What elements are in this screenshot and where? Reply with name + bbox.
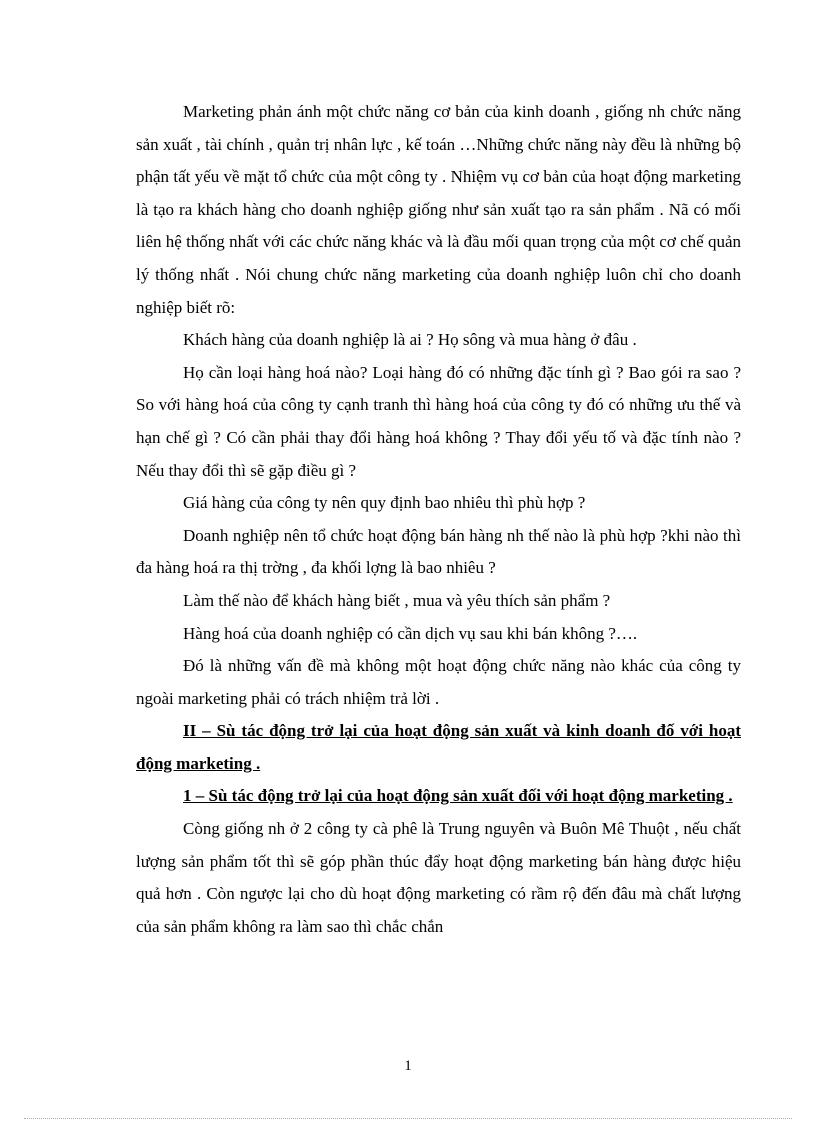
question-customers: Khách hàng của doanh nghiệp là ai ? Họ sông và mua hàng ở đâu . — [183, 330, 637, 350]
page-number: 1 — [404, 1058, 412, 1074]
page-bottom-divider — [24, 1118, 792, 1119]
question-promotion: Làm thế nào để khách hàng biết , mua và yêu thích sản phẩm ? — [183, 590, 611, 610]
question-service: Hàng hoá của doanh nghiệp có cần dịch vụ sau khi bán không ?…. — [183, 623, 638, 643]
section-heading-ii: II – Sù tác động trở lại của hoạt động sản xuất và kinh doanh đố với hoạt động marketing . — [136, 721, 741, 773]
paragraph-coffee-example: Còng giống nh ở 2 công ty cà phê là Trung nguyên và Buôn Mê Thuột , nếu chất lượng sản phẩm tốt thì sẽ góp phần thúc đẩy hoạt động marketing bán hàng được hiệu quả hơn . Còn ngược lại cho dù hoạt động marketing có rầm rộ đến đâu mà chất lượng của sản phẩm không ra làm sao thì chắc chắn — [136, 819, 741, 936]
question-sales: Doanh nghiệp nên tổ chức hoạt động bán hàng nh thế nào là phù hợp ?khi nào thì đa hàng hoá ra thị trờng , đa khối lợng là bao nhiêu ? — [136, 525, 741, 578]
question-pricing: Giá hàng của công ty nên quy định bao nhiêu thì phù hợp ? — [183, 493, 586, 513]
paragraph-conclusion: Đó là những vấn đề mà không một hoạt động chức năng nào khác của công ty ngoài marketing phải có trách nhiệm trả lời . — [136, 656, 741, 708]
paragraph-marketing-functions: Marketing phản ánh một chức năng cơ bản của kinh doanh , giống nh chức năng sản xuất , tài chính , quản trị nhân lực , kế toán …Những chức năng này đều là những bộ phận tất yếu về mặt tổ chức của một công ty . Nhiệm vụ cơ bản của hoạt động marketing là tạo ra khách hàng cho doanh nghiệp giống như sản xuất tạo ra sản phẩm . Nã có mối liên hệ thống nhất với các chức năng khác và là đầu mối quan trọng của một cơ chế quản lý thống nhất . Nói chung chức năng marketing của doanh nghiệp luôn chỉ cho doanh nghiệp biết rõ: — [136, 102, 741, 317]
subsection-heading-1: 1 – Sù tác động trở lại của hoạt động sản xuất đối với hoạt động marketing . — [183, 786, 733, 806]
page-body — [136, 96, 741, 943]
question-products: Họ cần loại hàng hoá nào? Loại hàng đó có những đặc tính gì ? Bao gói ra sao ? So với hàng hoá của công ty cạnh tranh thì hàng hoá của công ty đó có những ưu thế và hạn chế gì ? Có cần phải thay đổi hàng hoá không ? Thay đổi yếu tố và đặc tính nào ? Nếu thay đổi thì sẽ gặp điều gì ? — [136, 362, 741, 480]
